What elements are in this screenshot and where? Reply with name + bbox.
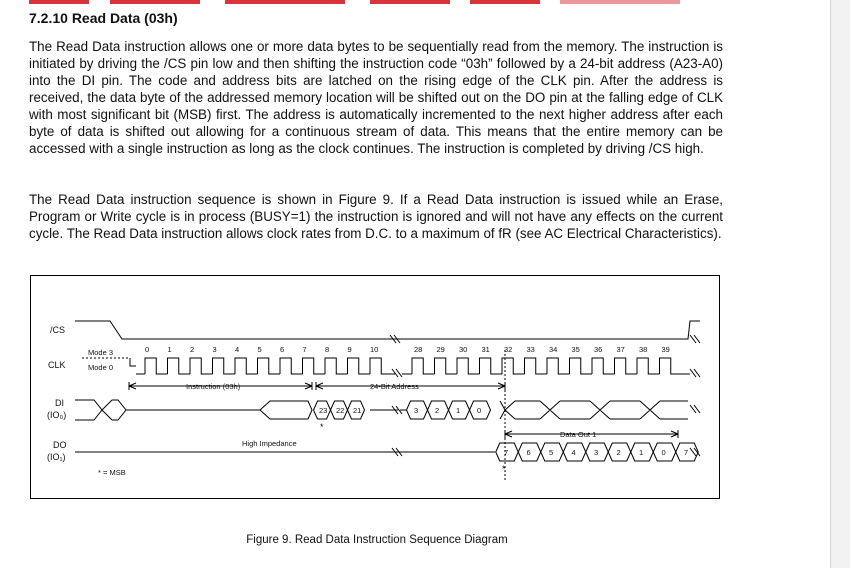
- clock-number: 34: [549, 345, 558, 354]
- mode-bracket: [130, 358, 136, 366]
- svg-text:3: 3: [414, 406, 419, 415]
- di-signal-sublabel: (IO₀): [47, 410, 67, 420]
- svg-text:1: 1: [639, 448, 644, 457]
- data-out-bit: [586, 443, 609, 461]
- svg-text:22: 22: [336, 406, 345, 415]
- di-break-mark: [383, 406, 406, 414]
- clk-end-break: [690, 369, 700, 377]
- data-out-bit: [518, 443, 541, 461]
- instruction-label: Instruction (03h): [186, 382, 241, 391]
- clock-number: 10: [370, 345, 379, 354]
- svg-text:0: 0: [661, 448, 666, 457]
- address-bit: [331, 401, 348, 419]
- di-waveform: [75, 400, 312, 420]
- data-out-bit: [631, 443, 654, 461]
- clock-number: 37: [616, 345, 625, 354]
- clock-number: 31: [481, 345, 490, 354]
- mode0-label: Mode 0: [88, 363, 114, 372]
- clk-signal-label: CLK: [48, 360, 66, 370]
- address-msb-star: *: [320, 422, 324, 432]
- address-bit: [470, 401, 491, 419]
- paragraph-description: The Read Data instruction allows one or more data bytes to be sequentially read from the memory. The instruction is initiated by driving the /CS pin low and then shifting the instruction code “03h” followed by a 24-bit address (A23-A0) into the DI pin. The code and address bits are latched on the rising edge of the CLK pin. After the address is received, the data byte of the addressed memory location will be shifted out on the DO pin at the falling edge of CLK with most significant bit (MSB) first. The address is automatically incremented to the next higher address after each byte of data is shifted out allowing for a continuous stream of data. This means that the entire memory can be accessed with a single instruction as long as the clock continues. The instruction is completed by driving /CS high.: [29, 39, 723, 156]
- mode3-label: Mode 3: [88, 348, 114, 357]
- data-out-bit: [653, 443, 676, 461]
- address-bits-high: [314, 401, 384, 419]
- do-signal-label: DO: [53, 440, 67, 450]
- svg-text:4: 4: [571, 448, 576, 457]
- section-heading: 7.2.10 Read Data (03h): [29, 10, 178, 26]
- svg-text:0: 0: [477, 406, 482, 415]
- data-out-bit: [541, 443, 564, 461]
- msb-note: * = MSB: [98, 468, 126, 477]
- figure-caption: Figure 9. Read Data Instruction Sequence Diagram: [246, 534, 508, 546]
- clock-number: 33: [526, 345, 535, 354]
- clock-number: 38: [639, 345, 648, 354]
- svg-text:2: 2: [616, 448, 621, 457]
- paragraph-sequence: The Read Data instruction sequence is shown in Figure 9. If a Read Data instruction is issued while an Erase, Program or Write cycle is in process (BUSY=1) the instruction is ignored and will not have any effects on the current cycle. The Read Data instruction allows clock rates from D.C. to a maximum of fR (see AC Electrical Characteristics).: [29, 192, 723, 241]
- svg-text:3: 3: [594, 448, 599, 457]
- data-out-label: Data Out 1: [560, 430, 597, 439]
- di-signal-label: DI: [55, 398, 64, 408]
- clock-number: 6: [280, 345, 285, 354]
- clock-number: 30: [459, 345, 468, 354]
- data-out-bit: [608, 443, 631, 461]
- address-bit: [314, 401, 331, 419]
- clock-number: 28: [414, 345, 423, 354]
- data-out-bits: [496, 443, 700, 461]
- clock-number: 7: [302, 345, 307, 354]
- clk-pulses-left: [136, 358, 395, 374]
- right-margin-strip: [830, 0, 850, 568]
- clock-cycle-numbers: [145, 345, 670, 354]
- address-bit: [407, 401, 428, 419]
- clock-number: 35: [571, 345, 580, 354]
- data-out-bit: [496, 443, 519, 461]
- high-impedance-label: High Impedance: [242, 439, 297, 448]
- clock-number: 32: [504, 345, 513, 354]
- data-msb-star: *: [502, 464, 506, 474]
- svg-text:23: 23: [319, 406, 328, 415]
- clock-number: 1: [167, 345, 172, 354]
- data-out-bit: [563, 443, 586, 461]
- svg-text:7: 7: [504, 448, 509, 457]
- clock-number: 3: [212, 345, 217, 354]
- address-bit: [348, 401, 365, 419]
- cs-waveform: [75, 321, 700, 339]
- address-label: 24-Bit Address: [370, 382, 419, 391]
- address-bit: [449, 401, 470, 419]
- data-out-bit: [676, 443, 699, 461]
- svg-text:1: 1: [456, 406, 461, 415]
- svg-text:6: 6: [526, 448, 531, 457]
- di-dont-care-waveform: [500, 401, 700, 419]
- clock-number: 29: [436, 345, 445, 354]
- svg-text:2: 2: [435, 406, 440, 415]
- svg-text:5: 5: [549, 448, 554, 457]
- clock-number: 39: [661, 345, 670, 354]
- clock-number: 0: [145, 345, 150, 354]
- clk-break-mark: [392, 369, 402, 377]
- address-bit: [428, 401, 449, 419]
- cs-signal-label: /CS: [50, 325, 66, 335]
- clock-number: 36: [594, 345, 603, 354]
- address-bits-low: [406, 401, 491, 419]
- clock-number: 9: [347, 345, 352, 354]
- clk-pulses-right: [402, 358, 690, 374]
- clk-waveform: [136, 358, 700, 377]
- svg-text:21: 21: [353, 406, 362, 415]
- clock-number: 2: [190, 345, 195, 354]
- do-signal-sublabel: (IO₁): [47, 452, 66, 462]
- clock-number: 4: [235, 345, 240, 354]
- clock-number: 5: [257, 345, 262, 354]
- svg-text:7: 7: [684, 448, 689, 457]
- clock-number: 8: [325, 345, 330, 354]
